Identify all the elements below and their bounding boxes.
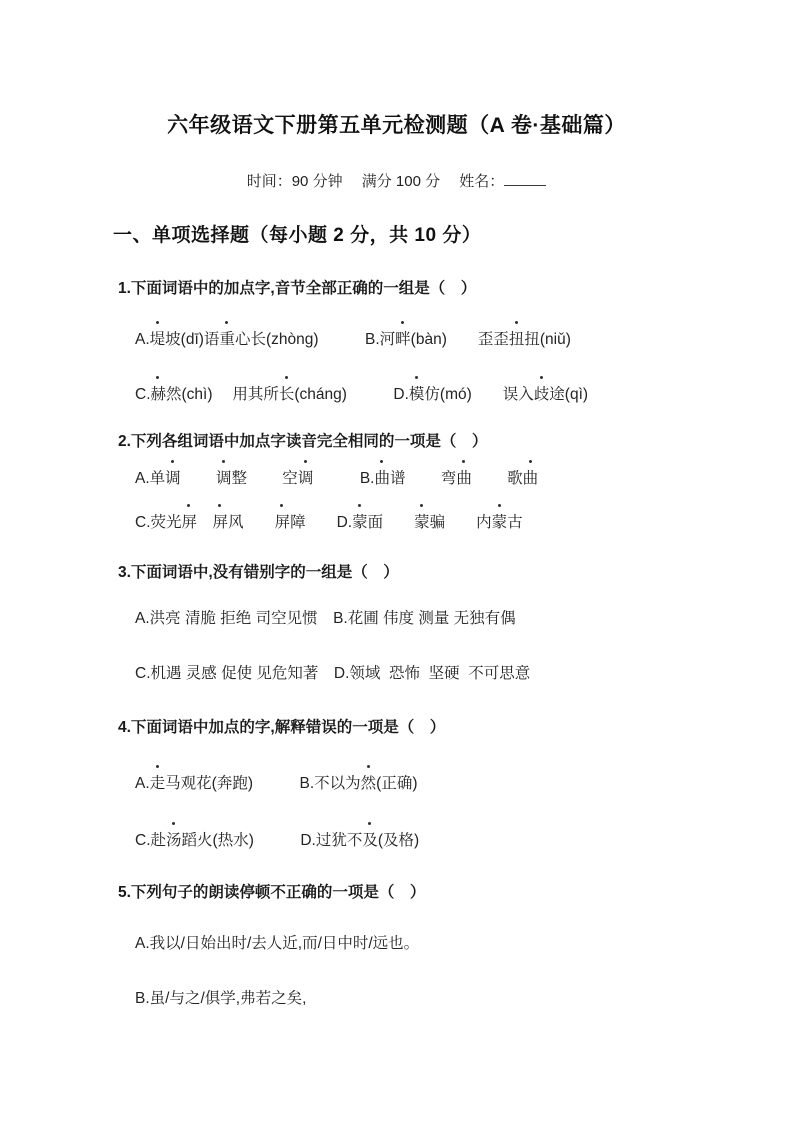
text-segment: (正确) <box>376 775 418 792</box>
question-3-options-row-1 <box>135 609 516 629</box>
emphasis-dotted-char: 然 <box>360 775 377 792</box>
question-3-stem: 3.下面词语中,没有错别字的一组是（ ） <box>118 564 399 581</box>
emphasis-dotted-char: 曲 <box>522 470 539 487</box>
page-title: 六年级语文下册第五单元检测题（A 卷·基础篇） <box>167 114 626 137</box>
text-segment: 马观花(奔跑) B.不以为 <box>165 775 361 792</box>
text-segment: 古 <box>507 514 523 531</box>
question-1-options-row-1 <box>135 330 571 350</box>
question-2-options-row-2 <box>135 513 523 533</box>
emphasis-dotted-char: 屏 <box>212 514 229 531</box>
text-segment: 面 <box>367 514 415 531</box>
question-1-stem: 1.下面词语中的加点字,音节全部正确的一组是（ ） <box>118 280 477 297</box>
emphasis-dotted-char: 汤 <box>166 832 182 849</box>
emphasis-dotted-char: 畔 <box>395 331 411 348</box>
emphasis-dotted-char: 调 <box>165 470 181 487</box>
exam-info <box>0 170 793 191</box>
text-segment: 途(qì) <box>549 386 589 403</box>
text-segment: (及格) <box>377 832 420 849</box>
exam-info-text: 时间：90 分钟 满分 100 分 姓名： <box>246 173 505 190</box>
text-segment: A.洪亮 清脆 拒绝 司空见惯 B.花圃 伟度 测量 无独有偶 <box>135 610 516 627</box>
question-4-stem: 4.下面词语中加点的字,解释错误的一项是（ ） <box>118 719 446 736</box>
text-segment: 谱 弯 <box>390 470 457 487</box>
text-segment: A.单 <box>135 470 166 487</box>
emphasis-dotted-char: 扭 <box>508 331 525 348</box>
emphasis-dotted-char: 蒙 <box>491 514 508 531</box>
question-3-options-row-2 <box>135 664 530 684</box>
text-segment: 骗 内 <box>429 514 492 531</box>
text-segment: A. <box>135 331 150 348</box>
emphasis-dotted-char: 蒙 <box>414 514 430 531</box>
text-segment: B.虽/与之/俱学,弗若之矣, <box>135 990 307 1007</box>
text-segment <box>197 514 213 531</box>
emphasis-dotted-char: 蒙 <box>352 514 368 531</box>
name-blank-line <box>504 172 546 186</box>
emphasis-dotted-char: 调 <box>215 470 232 487</box>
text-segment: 风 <box>228 514 275 531</box>
emphasis-dotted-char: 调 <box>297 470 314 487</box>
emphasis-dotted-char: 赫 <box>150 386 167 403</box>
text-segment: 蹈火(热水) D.过犹不 <box>181 832 363 849</box>
question-2-stem: 2.下列各组词语中加点字读音完全相同的一项是（ ） <box>118 433 488 450</box>
text-segment: C.赴 <box>135 832 167 849</box>
question-1-options-row-2 <box>135 385 588 405</box>
emphasis-dotted-char: 歧 <box>533 386 550 403</box>
text-segment: C. <box>135 386 151 403</box>
question-4-options-row-1 <box>135 774 418 794</box>
text-segment: 然(chì) 用其所 <box>166 386 279 403</box>
emphasis-dotted-char: 重 <box>219 331 235 348</box>
emphasis-dotted-char: 曲 <box>374 470 390 487</box>
emphasis-dotted-char: 走 <box>149 775 166 792</box>
emphasis-dotted-char: 曲 <box>456 470 472 487</box>
emphasis-dotted-char: 及 <box>362 832 378 849</box>
text-segment: 仿(mó) 误入 <box>424 386 534 403</box>
text-segment: (bàn) 歪歪 <box>410 331 509 348</box>
emphasis-dotted-char: 长 <box>278 386 295 403</box>
text-segment: 扭(niǔ) <box>524 331 571 348</box>
text-segment <box>181 470 216 487</box>
text-segment: C.荧光 <box>135 514 182 531</box>
emphasis-dotted-char: 模 <box>408 386 425 403</box>
text-segment: A. <box>135 775 150 792</box>
question-5-stem: 5.下列句子的朗读停顿不正确的一项是（ ） <box>118 884 426 901</box>
question-5-option-a <box>135 934 419 954</box>
text-segment: B. <box>313 470 375 487</box>
section-heading: 一、单项选择题（每小题 2 分，共 10 分） <box>113 225 482 246</box>
emphasis-dotted-char: 堤 <box>149 331 166 348</box>
emphasis-dotted-char: 屏 <box>274 514 291 531</box>
text-segment: 心长(zhòng) B.河 <box>234 331 396 348</box>
question-2-options-row-1 <box>135 469 538 489</box>
text-segment: 整 空 <box>231 470 298 487</box>
text-segment: 障 D. <box>290 514 353 531</box>
text-segment: 歌 <box>471 470 523 487</box>
question-5-option-b <box>135 989 306 1009</box>
text-segment: (cháng) D. <box>294 386 409 403</box>
question-4-options-row-2 <box>135 831 419 851</box>
text-segment: C.机遇 灵感 促使 见危知著 D.领域 恐怖 坚硬 不可思意 <box>135 665 531 682</box>
text-segment: A.我以/日始出时/去人近,而/日中时/远也。 <box>135 935 420 952</box>
text-segment: 坡(dī)语 <box>165 331 220 348</box>
emphasis-dotted-char: 屏 <box>181 514 198 531</box>
